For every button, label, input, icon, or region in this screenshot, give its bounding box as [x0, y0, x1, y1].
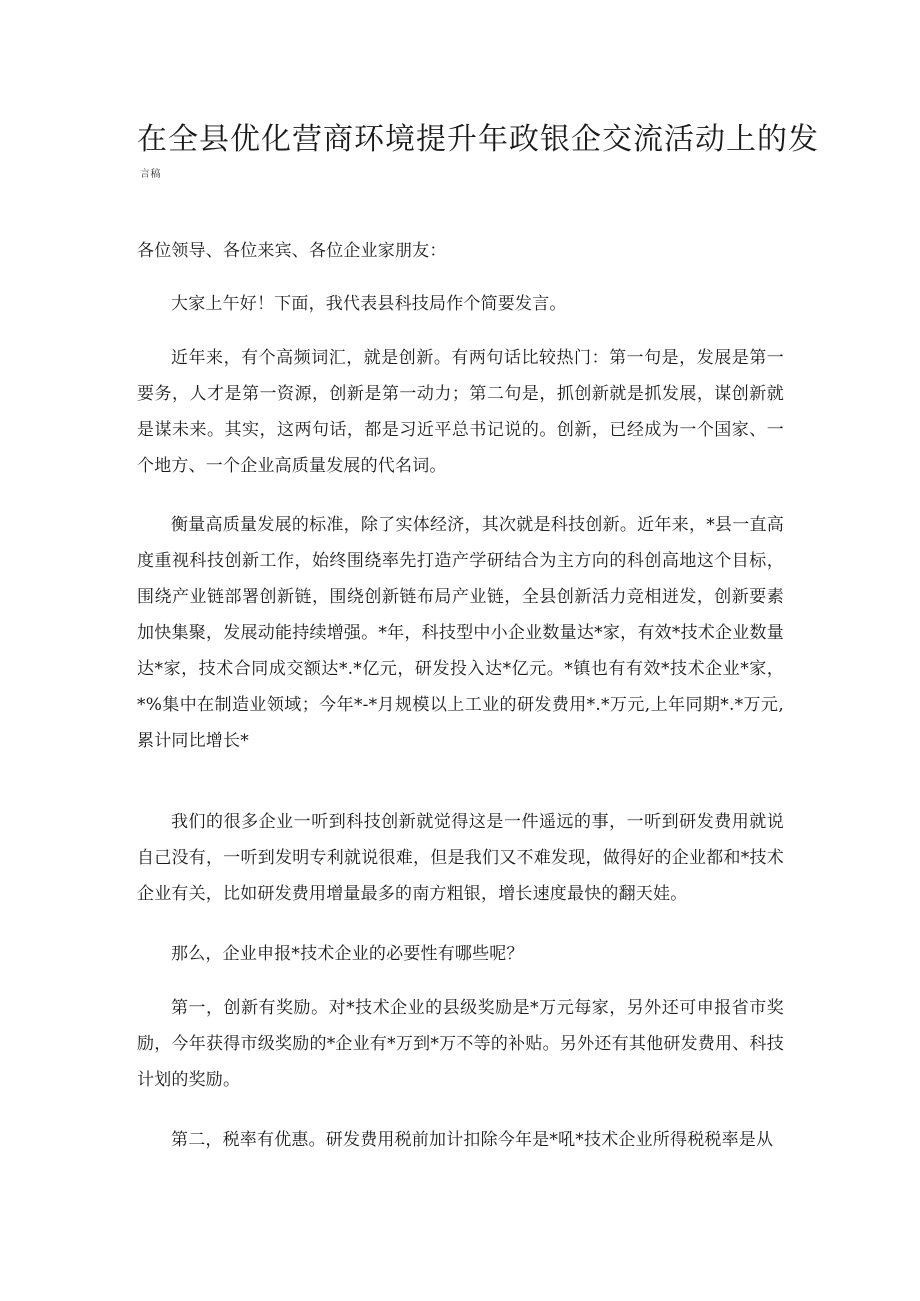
body-paragraph-second-tax: 第二，税率有优惠。研发费用税前加计扣除今年是*吼*技术企业所得税税率是从: [171, 1130, 774, 1150]
body-paragraph-enterprises: 我们的很多企业一听到科技创新就觉得这是一件遥远的事，一听到研发费用就说自己没有，一听到发明专利就说很难，但是我们又不难发现，做得好的企业都和*技术企业有关，比如研发费用增量最多的南方粗银，增长速度最快的翻天娃。: [137, 812, 784, 904]
body-paragraph-development: 衡量高质量发展的标准，除了实体经济，其次就是科技创新。近年来，*县一直高度重视科技创新工作，始终围绕率先打造产学研结合为主方向的科创高地这个目标，围绕产业链部署创新链，围绕创新链布局产业链，全县创新活力竞相迸发，创新要素加快集聚，发展动能持续增强。*年，科技型中小企业数量达*家，有效*技术企业数量达*家，技术合同成交额达*.*亿元，研发投入达*亿元。*镇也有有效*技术企业*家，*%集中在制造业领域；今年*-*月规模以上工业的研发费用*.*万元,上年同期*.*万元,累计同比增长*: [137, 515, 784, 751]
salutation-paragraph: 各位领导、各位来宾、各位企业家朋友：: [137, 241, 447, 261]
document-title-continuation: 言稿: [140, 169, 161, 180]
greeting-paragraph: 大家上午好！下面，我代表县科技局作个简要发言。: [171, 294, 567, 314]
document-title: 在全县优化营商环境提升年政银企交流活动上的发: [137, 122, 819, 157]
body-paragraph-innovation: 近年来，有个高频词汇，就是创新。有两句话比较热门：第一句是，发展是第一要务，人才是第一资源，创新是第一动力；第二句是，抓创新就是抓发展，谋创新就是谋未来。其实，这两句话，都是习近平总书记说的。创新，已经成为一个国家、一个地方、一个企业高质量发展的代名词。: [137, 348, 784, 476]
body-paragraph-first-reward: 第一，创新有奖励。对*技术企业的县级奖励是*万元每家，另外还可申报省市奖励，今年获得市级奖励的*企业有*万到*万不等的补贴。另外还有其他研发费用、科技计划的奖励。: [137, 998, 784, 1090]
body-paragraph-question: 那么，企业申报*技术企业的必要性有哪些呢？: [171, 944, 524, 964]
